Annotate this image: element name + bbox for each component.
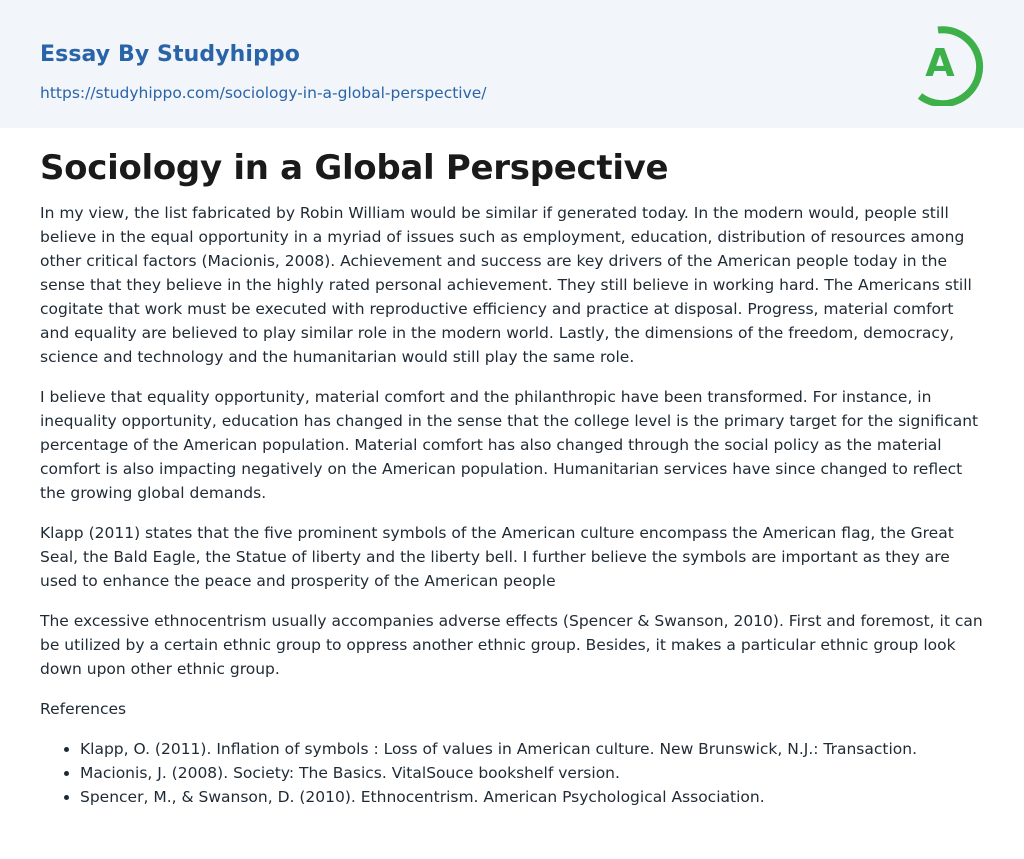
references-list — [40, 737, 986, 809]
logo-letter: A — [925, 41, 955, 85]
reference-item: • Klapp, O. (2011). Inflation of symbols : Loss of values in American culture. New Brunswick, N.J.: Transaction. — [80, 737, 986, 761]
reference-item: • Macionis, J. (2008). Society: The Basics. VitalSouce bookshelf version. — [80, 761, 986, 785]
page-header — [0, 0, 1024, 128]
reference-item: • Spencer, M., & Swanson, D. (2010). Ethnocentrism. American Psychological Association. — [80, 785, 986, 809]
article — [40, 146, 986, 809]
paragraph: The excessive ethnocentrism usually accompanies adverse effects (Spencer & Swanson, 2010). First and foremost, it can be utilized by a certain ethnic group to oppress another ethnic group. Besides, it makes a particular ethnic group look down upon other ethnic group. — [40, 612, 983, 678]
paragraph: I believe that equality opportunity, material comfort and the philanthropic have been transformed. For instance, in inequality opportunity, education has changed in the sense that the college level is the primary target for the significant percentage of the American population. Material comfort has also changed through the social policy as the material comfort is also impacting negatively on the American population. Humanitarian services have since changed to reflect the growing global demands. — [40, 388, 979, 502]
article-title: Sociology in a Global Perspective — [40, 148, 669, 188]
site-brand[interactable]: Essay By Studyhippo — [40, 42, 300, 67]
paragraph: Klapp (2011) states that the five prominent symbols of the American culture encompass the American flag, the Great Seal, the Bald Eagle, the Statue of liberty and the liberty bell. I further believe the symbols are important as they are used to enhance the peace and prosperity of the American people — [40, 524, 954, 590]
paragraph: In my view, the list fabricated by Robin William would be similar if generated today. In the modern would, people still believe in the equal opportunity in a myriad of issues such as employment, education, distribution of resources among other critical factors (Macionis, 2008). Achievement and success are key drivers of the American people today in the sense that they believe in the highly rated personal achievement. They still believe in working hard. The Americans still cogitate that work must be executed with reproductive efficiency and practice at disposal. Progress, material comfort and equality are believed to play similar role in the modern world. Lastly, the dimensions of the freedom, democracy, science and technology and the humanitarian would still play the same role. — [40, 204, 972, 366]
studyhippo-logo-icon[interactable] — [910, 18, 988, 106]
references-heading: References — [40, 700, 127, 718]
essay-url-link[interactable]: https://studyhippo.com/sociology-in-a-global-perspective/ — [40, 84, 487, 102]
